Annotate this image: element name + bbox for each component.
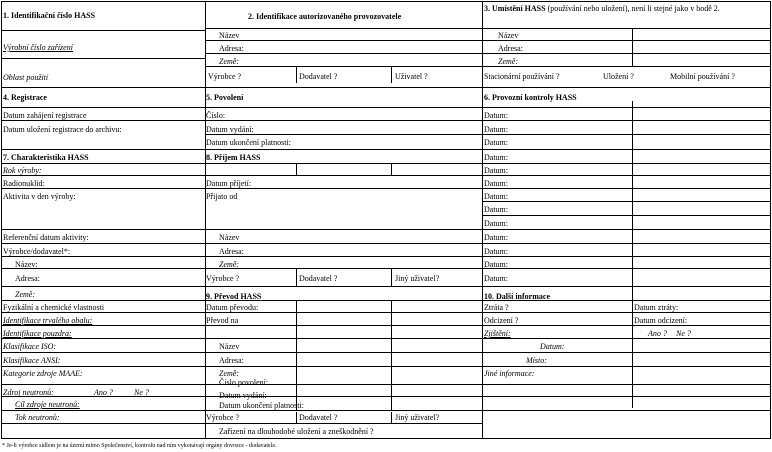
row-line bbox=[482, 40, 771, 41]
recipient-address-label: Adresa: bbox=[219, 356, 244, 365]
received-from-label: Přijato od bbox=[206, 192, 238, 201]
row-line bbox=[205, 28, 483, 29]
recipient-manufacturer-checkbox[interactable]: Výrobce ? bbox=[206, 413, 240, 422]
finding-place-label: Místo: bbox=[526, 356, 547, 365]
row-line bbox=[1, 352, 771, 353]
row-line bbox=[482, 215, 771, 216]
inspection-date-label: Datum: bbox=[484, 192, 508, 201]
transfer-date-label: Datum převodu: bbox=[206, 303, 259, 312]
recipient-permit-issue-label: Datum vydání: bbox=[219, 391, 267, 400]
row-line bbox=[482, 134, 771, 135]
cell-divider bbox=[632, 352, 633, 408]
row-line bbox=[205, 134, 483, 135]
permit-expiry-date-label: Datum ukončení platnosti: bbox=[206, 138, 291, 147]
registration-archive-label: Datum uložení registrace do archivu: bbox=[3, 125, 122, 134]
sender-country-label: Země: bbox=[219, 260, 239, 269]
inspection-date-label: Datum: bbox=[484, 205, 508, 214]
row-line bbox=[482, 286, 771, 287]
footnote: * Je-li výrobce sídlem je na území mimo Společenství, kontrolu nad ním vykonávají orgány dovozce - dodavatele. bbox=[2, 443, 277, 449]
row-line bbox=[1, 107, 771, 108]
section-7-title: 7. Charakteristika HASS bbox=[3, 153, 89, 162]
inspection-date-label: Datum: bbox=[484, 260, 508, 269]
loss-checkbox[interactable]: Ztráta ? bbox=[484, 303, 509, 312]
finding-label: Zjištění: bbox=[484, 329, 511, 338]
section-5-title: 5. Povolení bbox=[206, 93, 244, 102]
ansi-classification-label: Klasifikace ANSI: bbox=[3, 356, 61, 365]
inspection-date-label: Datum: bbox=[484, 166, 508, 175]
row-line bbox=[482, 256, 771, 257]
cell-divider bbox=[296, 67, 297, 83]
section-2-title: 2. Identifikace autorizovaného provozovatele bbox=[248, 12, 402, 21]
row-line bbox=[482, 66, 771, 67]
row-line bbox=[1, 325, 771, 326]
row-line bbox=[1, 396, 771, 397]
sender-name-label: Název bbox=[219, 233, 240, 242]
row-line bbox=[1, 338, 771, 339]
row-line bbox=[1, 30, 206, 31]
sender-manufacturer-checkbox[interactable]: Výrobce ? bbox=[206, 274, 240, 283]
row-line bbox=[1, 87, 771, 88]
row-line bbox=[1, 163, 771, 164]
row-line bbox=[482, 229, 771, 230]
row-line bbox=[1, 243, 206, 244]
inspection-date-label: Datum: bbox=[484, 233, 508, 242]
neutron-source-label: Zdroj neutronů: bbox=[3, 388, 54, 397]
row-line bbox=[205, 256, 483, 257]
row-line bbox=[1, 120, 206, 121]
manufacturer-supplier-label: Výrobce/dodavatel*: bbox=[3, 247, 71, 256]
row-line bbox=[1, 312, 771, 313]
reference-date-label: Referenční datum aktivity: bbox=[3, 233, 89, 242]
row-line bbox=[1, 149, 771, 150]
recipient-name-label: Název bbox=[219, 342, 240, 351]
storage-checkbox[interactable]: Uložení ? bbox=[603, 72, 634, 81]
disposal-facility-checkbox[interactable]: Zařízení na dlouhodobé uložení a zneškodnění ? bbox=[219, 427, 374, 436]
row-line bbox=[205, 53, 483, 54]
finding-no-checkbox[interactable]: Ne ? bbox=[676, 329, 691, 338]
row-line bbox=[1, 229, 206, 230]
sender-address-label: Adresa: bbox=[219, 247, 244, 256]
row-line bbox=[482, 120, 771, 121]
permit-number-label: Číslo: bbox=[206, 111, 226, 120]
location-name-label: Název bbox=[498, 31, 519, 40]
row-line bbox=[205, 120, 483, 121]
section-3-title-rest: (používání nebo uložení), není li stejné jako v bodě 2. bbox=[545, 4, 720, 13]
recipient-country-label: Země: bbox=[219, 369, 239, 378]
row-line bbox=[482, 268, 771, 269]
row-line bbox=[205, 229, 483, 230]
row-line bbox=[1, 366, 771, 367]
recipient-permit-expiry-label: Datum ukončení platnosti: bbox=[219, 401, 304, 410]
neutron-flux-label: Tok neutronů: bbox=[15, 413, 60, 422]
row-line bbox=[1, 58, 206, 59]
inspection-date-label: Datum: bbox=[484, 179, 508, 188]
use-area-label: Oblast použití bbox=[3, 73, 49, 82]
row-line bbox=[205, 268, 483, 269]
section-3-title-bold: 3. Umístění HASS bbox=[484, 4, 546, 13]
section-8-title: 8. Příjem HASS bbox=[206, 153, 261, 162]
recipient-supplier-checkbox[interactable]: Dodavatel ? bbox=[299, 413, 338, 422]
iso-classification-label: Klasifikace ISO: bbox=[3, 342, 57, 351]
row-line bbox=[205, 286, 483, 287]
operator-user-checkbox[interactable]: Uživatel ? bbox=[395, 72, 428, 81]
row-line bbox=[1, 300, 771, 301]
cell-divider bbox=[391, 163, 392, 175]
inspection-date-label: Datum: bbox=[484, 111, 508, 120]
inspection-date-label: Datum: bbox=[484, 247, 508, 256]
row-line bbox=[1, 256, 206, 257]
section-3-title bbox=[484, 4, 770, 13]
row-line bbox=[1, 384, 771, 385]
production-year-label: Rok výroby: bbox=[3, 166, 42, 175]
location-address-label: Adresa: bbox=[498, 44, 523, 53]
physchem-properties-label: Fyzikální a chemické vlastnosti bbox=[3, 303, 105, 312]
sender-supplier-checkbox[interactable]: Dodavatel ? bbox=[299, 274, 338, 283]
cell-divider bbox=[391, 300, 392, 411]
stationary-use-checkbox[interactable]: Stacionární používání ? bbox=[484, 72, 560, 81]
row-line bbox=[482, 243, 771, 244]
section-6-title: 6. Provozní kontroly HASS bbox=[484, 93, 577, 102]
row-line bbox=[205, 243, 483, 244]
operator-supplier-checkbox[interactable]: Dodavatel ? bbox=[299, 72, 338, 81]
recipient-other-user-checkbox[interactable]: Jiný uživatel? bbox=[395, 413, 440, 422]
other-info-label: Jiné informace: bbox=[484, 369, 535, 378]
inspection-date-label: Datum: bbox=[484, 274, 508, 283]
sender-other-user-checkbox[interactable]: Jiný uživatel? bbox=[395, 274, 440, 283]
manufacturer-name-label: Název: bbox=[15, 260, 38, 269]
neutron-target-label: Cíl zdroje neutronů: bbox=[15, 400, 80, 409]
row-line bbox=[1, 175, 771, 176]
iaea-category-label: Kategorie zdroje MAAE: bbox=[3, 369, 83, 378]
registration-start-label: Datum zahájení registrace bbox=[3, 111, 87, 120]
loss-date-label: Datum ztráty: bbox=[634, 303, 679, 312]
operator-address-label: Adresa: bbox=[219, 44, 244, 53]
cell-divider bbox=[296, 268, 297, 286]
theft-date-label: Datum odcizení: bbox=[634, 316, 688, 325]
finding-date-label: Datum: bbox=[540, 342, 565, 351]
mobile-use-checkbox[interactable]: Mobilní používání ? bbox=[670, 72, 735, 81]
cell-divider bbox=[632, 28, 633, 66]
inspection-date-label: Datum: bbox=[484, 138, 508, 147]
row-line bbox=[482, 201, 771, 202]
manufacturer-address-label: Adresa: bbox=[15, 274, 40, 283]
cell-divider bbox=[296, 163, 297, 175]
row-line bbox=[482, 28, 771, 29]
location-country-label: Země: bbox=[498, 57, 518, 66]
operator-country-label: Země: bbox=[219, 57, 239, 66]
radionuclide-label: Radionuklid: bbox=[3, 179, 45, 188]
row-line bbox=[482, 53, 771, 54]
permit-issue-date-label: Datum vydání: bbox=[206, 125, 254, 134]
theft-checkbox[interactable]: Odcizení ? bbox=[484, 316, 519, 325]
section-10-title: 10. Další informace bbox=[484, 292, 550, 301]
operator-manufacturer-checkbox[interactable]: Výrobce ? bbox=[208, 72, 242, 81]
manufacturer-country-label: Země: bbox=[15, 290, 35, 299]
row-line bbox=[1, 188, 771, 189]
inspection-date-label: Datum: bbox=[484, 153, 508, 162]
cell-divider bbox=[391, 268, 392, 286]
cell-divider bbox=[296, 300, 297, 411]
receipt-date-label: Datum příjetí: bbox=[206, 179, 252, 188]
serial-number-label: Výrobní číslo zařízení bbox=[3, 43, 73, 52]
cell-divider bbox=[391, 67, 392, 83]
neutron-no-checkbox[interactable]: Ne ? bbox=[134, 388, 149, 397]
neutron-yes-checkbox[interactable]: Ano ? bbox=[94, 388, 113, 397]
transfer-to-label: Převod na bbox=[206, 316, 239, 325]
finding-yes-checkbox[interactable]: Ano ? bbox=[648, 329, 667, 338]
activity-label: Aktivita v den výroby: bbox=[3, 192, 76, 201]
section-9-title: 9. Převod HASS bbox=[206, 292, 262, 301]
capsule-id-label: Identifikace trvalého obalu: bbox=[3, 316, 93, 325]
container-id-label: Identifikace pouzdra: bbox=[3, 329, 72, 338]
row-line bbox=[205, 423, 483, 424]
row-line bbox=[205, 66, 483, 67]
inspection-date-label: Datum: bbox=[484, 219, 508, 228]
row-line bbox=[205, 40, 483, 41]
row-line bbox=[1, 410, 771, 411]
row-line bbox=[1, 423, 206, 424]
section-1-title: 1. Identifikační číslo HASS bbox=[3, 11, 96, 20]
operator-name-label: Název bbox=[219, 31, 240, 40]
section-4-title: 4. Registrace bbox=[3, 93, 47, 102]
inspection-date-label: Datum: bbox=[484, 125, 508, 134]
row-line bbox=[1, 286, 206, 287]
recipient-permit-number-label: Číslo povolení: bbox=[219, 378, 269, 387]
